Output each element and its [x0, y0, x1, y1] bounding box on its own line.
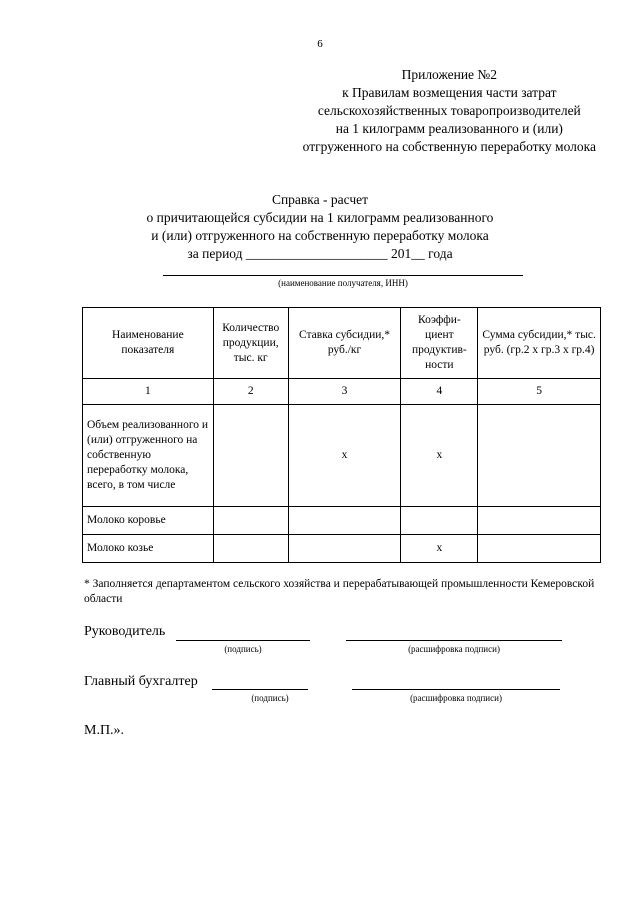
coefficient-cell: [401, 507, 478, 535]
amount-cell: [478, 535, 601, 563]
head-signature-label: Руководитель: [84, 624, 166, 639]
title-line: Справка - расчет: [271, 192, 369, 207]
appendix-line: отгруженного на собственную переработку молока: [302, 139, 596, 154]
amount-cell: [478, 507, 601, 535]
header-productivity-coefficient: Коэффи-циент продуктив-ности: [401, 308, 478, 379]
coefficient-cell: x: [401, 405, 478, 507]
table-row-goat-milk: [83, 535, 601, 563]
table-row-cow-milk: [83, 507, 601, 535]
coefficient-cell: x: [401, 535, 478, 563]
rate-cell: x: [288, 405, 401, 507]
period-line: за период _____________________ 201__ года: [187, 246, 453, 261]
table-row-total-volume: [83, 405, 601, 507]
document-title: [0, 191, 640, 263]
table-header-row: [83, 308, 601, 379]
recipient-caption: (наименование получателя, ИНН): [278, 278, 408, 288]
page-number: 6: [317, 38, 323, 50]
rate-cell: [288, 507, 401, 535]
quantity-cell: [213, 405, 288, 507]
accountant-decode-caption: (расшифровка подписи): [410, 693, 502, 703]
column-number: 5: [478, 379, 601, 405]
accountant-signature-caption: (подпись): [251, 693, 289, 703]
header-subsidy-rate: Ставка субсидии,* руб./кг: [288, 308, 401, 379]
head-decode-caption: (расшифровка подписи): [408, 644, 500, 654]
title-line: и (или) отгруженного на собственную переработку молока: [151, 228, 489, 243]
seal-place-mark: М.П.».: [84, 723, 125, 738]
accountant-signature-label: Главный бухгалтер: [84, 674, 198, 689]
header-indicator-name: Наименование показателя: [83, 308, 214, 379]
appendix-line: сельскохозяйственных товаропроизводителей: [317, 103, 581, 118]
column-number: 4: [401, 379, 478, 405]
column-number: 1: [83, 379, 214, 405]
head-signature-line: [176, 640, 310, 641]
footnote: * Заполняется департаментом сельского хозяйства и перерабатывающей промышленности Кемеровской области: [84, 578, 595, 605]
header-subsidy-amount: Сумма субсидии,* тыс. руб. (гр.2 х гр.3 х гр.4): [478, 308, 601, 379]
rate-cell: [288, 535, 401, 563]
appendix-line: Приложение №2: [401, 67, 498, 82]
title-line: о причитающейся субсидии на 1 килограмм реализованного: [146, 210, 494, 225]
subsidy-table: [82, 307, 601, 563]
appendix-heading: [303, 66, 596, 156]
head-signature-caption: (подпись): [224, 644, 262, 654]
amount-cell: [478, 405, 601, 507]
accountant-signature-line: [212, 689, 308, 690]
column-number: 2: [213, 379, 288, 405]
quantity-cell: [213, 535, 288, 563]
row-label: Объем реализованного и (или) отгруженного на собственную переработку молока, всего, в том числе: [83, 405, 214, 507]
column-numbers-row: [83, 379, 601, 405]
header-quantity: Количество продукции, тыс. кг: [213, 308, 288, 379]
head-decode-line: [346, 640, 562, 641]
column-number: 3: [288, 379, 401, 405]
accountant-decode-line: [352, 689, 560, 690]
quantity-cell: [213, 507, 288, 535]
appendix-line: к Правилам возмещения части затрат: [342, 85, 557, 100]
recipient-field-line: [163, 275, 523, 276]
row-label: Молоко козье: [83, 535, 214, 563]
appendix-line: на 1 килограмм реализованного и (или): [335, 121, 563, 136]
row-label: Молоко коровье: [83, 507, 214, 535]
